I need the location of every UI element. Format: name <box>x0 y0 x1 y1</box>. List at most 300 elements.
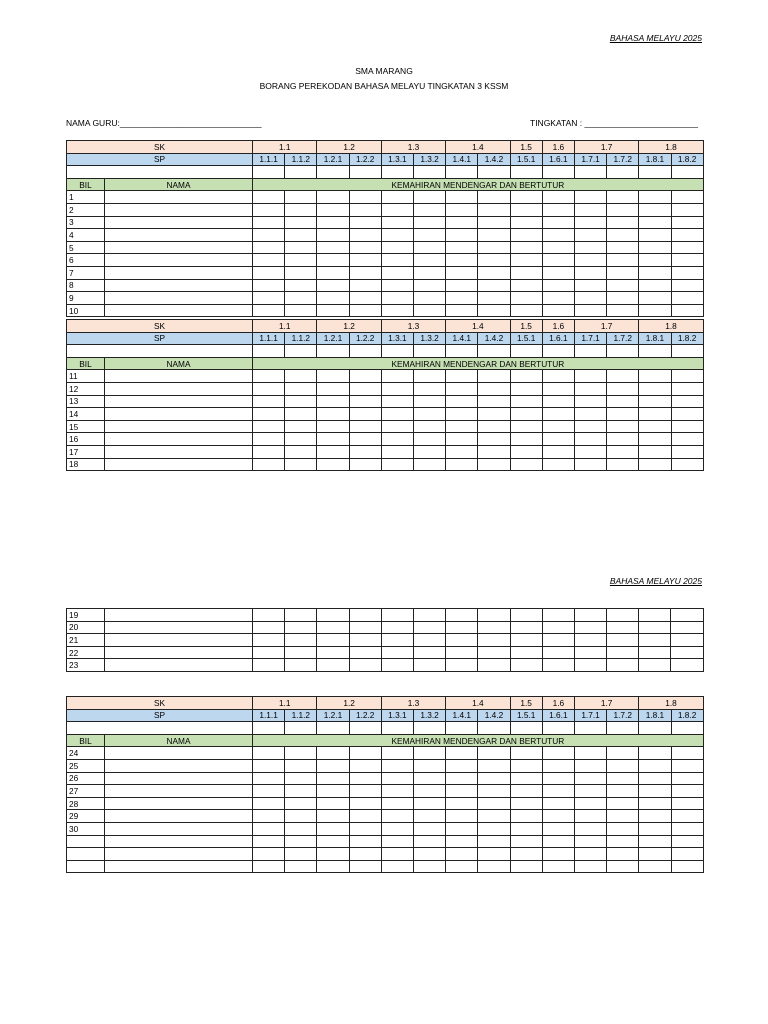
score-cell <box>510 609 542 622</box>
score-cell <box>349 621 381 634</box>
score-cell <box>639 203 671 216</box>
bil-number: 14 <box>67 408 105 421</box>
score-cell <box>478 254 510 267</box>
score-cell <box>446 203 478 216</box>
score-cell <box>510 810 542 823</box>
sp-code: 1.2.2 <box>349 709 381 722</box>
spacer-cell <box>671 345 703 358</box>
nama-header: NAMA <box>105 178 253 191</box>
score-cell <box>671 304 703 317</box>
sk-code: 1.4 <box>446 141 510 154</box>
score-cell <box>607 216 639 229</box>
score-cell <box>446 266 478 279</box>
score-cell <box>446 797 478 810</box>
student-name-cell <box>105 266 253 279</box>
score-cell <box>639 646 671 659</box>
score-cell <box>607 772 639 785</box>
score-cell <box>478 395 510 408</box>
skill-header: KEMAHIRAN MENDENGAR DAN BERTUTUR <box>253 357 704 370</box>
score-cell <box>349 797 381 810</box>
score-cell <box>349 810 381 823</box>
bil-number: 15 <box>67 420 105 433</box>
score-cell <box>413 304 445 317</box>
score-cell <box>639 420 671 433</box>
score-cell <box>671 395 703 408</box>
sk-code: 1.2 <box>317 697 381 710</box>
score-cell <box>317 785 349 798</box>
score-cell <box>381 433 413 446</box>
score-cell <box>671 772 703 785</box>
score-cell <box>285 445 317 458</box>
bil-number: 7 <box>67 266 105 279</box>
spacer-cell <box>67 166 253 179</box>
bil-number: 28 <box>67 797 105 810</box>
sp-row <box>67 153 704 166</box>
score-cell <box>671 203 703 216</box>
score-cell <box>381 609 413 622</box>
score-cell <box>574 860 606 873</box>
score-cell <box>253 747 285 760</box>
score-cell <box>607 292 639 305</box>
sp-code: 1.5.1 <box>510 153 542 166</box>
score-cell <box>574 646 606 659</box>
score-cell <box>381 292 413 305</box>
score-cell <box>542 458 574 471</box>
student-row <box>67 304 704 317</box>
spacer-cell <box>671 722 703 735</box>
score-cell <box>446 810 478 823</box>
sp-code: 1.2.1 <box>317 153 349 166</box>
score-cell <box>574 433 606 446</box>
score-cell <box>446 370 478 383</box>
student-name-cell <box>105 445 253 458</box>
score-cell <box>413 659 445 672</box>
bil-number: 20 <box>67 621 105 634</box>
bil-number <box>67 860 105 873</box>
sk-code: 1.6 <box>542 320 574 333</box>
record-table-2 <box>66 319 704 471</box>
nama-header: NAMA <box>105 357 253 370</box>
student-row <box>67 646 704 659</box>
student-row <box>67 266 704 279</box>
spacer-cell <box>542 345 574 358</box>
score-cell <box>349 370 381 383</box>
score-cell <box>413 370 445 383</box>
score-cell <box>574 458 606 471</box>
score-cell <box>607 747 639 760</box>
score-cell <box>671 382 703 395</box>
score-cell <box>607 835 639 848</box>
student-row <box>67 382 704 395</box>
score-cell <box>349 759 381 772</box>
student-name-cell <box>105 747 253 760</box>
score-cell <box>349 772 381 785</box>
spacer-cell <box>381 345 413 358</box>
score-cell <box>542 304 574 317</box>
score-cell <box>639 772 671 785</box>
student-row <box>67 772 704 785</box>
score-cell <box>413 229 445 242</box>
score-cell <box>413 772 445 785</box>
score-cell <box>253 797 285 810</box>
score-cell <box>349 848 381 861</box>
score-cell <box>285 382 317 395</box>
sp-code: 1.7.1 <box>574 709 606 722</box>
score-cell <box>381 759 413 772</box>
score-cell <box>607 382 639 395</box>
score-cell <box>446 634 478 647</box>
score-cell <box>349 382 381 395</box>
nama-guru-blank: ______________________________ <box>119 118 262 128</box>
tingkatan-blank: ________________________ <box>584 118 698 128</box>
score-cell <box>574 191 606 204</box>
spacer-cell <box>413 166 445 179</box>
score-cell <box>671 797 703 810</box>
sk-row <box>67 320 704 333</box>
score-cell <box>317 848 349 861</box>
student-name-cell <box>105 785 253 798</box>
score-cell <box>285 634 317 647</box>
score-cell <box>381 229 413 242</box>
sk-code: 1.6 <box>542 697 574 710</box>
spacer-cell <box>349 722 381 735</box>
score-cell <box>607 241 639 254</box>
score-cell <box>285 785 317 798</box>
sp-code: 1.6.1 <box>542 332 574 345</box>
score-cell <box>542 797 574 810</box>
score-cell <box>510 445 542 458</box>
score-cell <box>574 634 606 647</box>
score-cell <box>349 203 381 216</box>
score-cell <box>671 634 703 647</box>
score-cell <box>253 191 285 204</box>
sk-code: 1.1 <box>253 320 317 333</box>
score-cell <box>607 445 639 458</box>
score-cell <box>574 382 606 395</box>
score-cell <box>285 433 317 446</box>
spacer-cell <box>542 722 574 735</box>
student-name-cell <box>105 659 253 672</box>
score-cell <box>349 458 381 471</box>
score-cell <box>381 408 413 421</box>
sk-label: SK <box>67 697 253 710</box>
score-cell <box>542 759 574 772</box>
score-cell <box>510 621 542 634</box>
score-cell <box>510 848 542 861</box>
score-cell <box>510 292 542 305</box>
bil-number: 25 <box>67 759 105 772</box>
spacer-cell <box>285 166 317 179</box>
bil-number: 1 <box>67 191 105 204</box>
score-cell <box>381 420 413 433</box>
score-cell <box>639 279 671 292</box>
score-cell <box>671 370 703 383</box>
score-cell <box>607 646 639 659</box>
sp-code: 1.1.1 <box>253 709 285 722</box>
score-cell <box>381 646 413 659</box>
score-cell <box>478 203 510 216</box>
score-cell <box>446 433 478 446</box>
score-cell <box>607 759 639 772</box>
spacer-cell <box>639 345 671 358</box>
score-cell <box>253 634 285 647</box>
score-cell <box>607 634 639 647</box>
score-cell <box>285 772 317 785</box>
score-cell <box>478 458 510 471</box>
score-cell <box>510 279 542 292</box>
score-cell <box>639 408 671 421</box>
score-cell <box>639 747 671 760</box>
subject-year-header: BAHASA MELAYU 2025 <box>609 33 702 43</box>
score-cell <box>639 659 671 672</box>
score-cell <box>381 382 413 395</box>
score-cell <box>671 433 703 446</box>
sk-label: SK <box>67 141 253 154</box>
score-cell <box>317 747 349 760</box>
score-cell <box>607 621 639 634</box>
score-cell <box>607 408 639 421</box>
student-name-cell <box>105 797 253 810</box>
score-cell <box>607 609 639 622</box>
score-cell <box>478 408 510 421</box>
bil-number: 10 <box>67 304 105 317</box>
score-cell <box>317 395 349 408</box>
score-cell <box>317 759 349 772</box>
score-cell <box>639 433 671 446</box>
sp-label: SP <box>67 332 253 345</box>
score-cell <box>574 609 606 622</box>
score-cell <box>671 445 703 458</box>
score-cell <box>510 458 542 471</box>
sp-code: 1.2.2 <box>349 153 381 166</box>
score-cell <box>478 797 510 810</box>
score-cell <box>413 759 445 772</box>
score-cell <box>285 458 317 471</box>
spacer-cell <box>446 345 478 358</box>
score-cell <box>574 848 606 861</box>
score-cell <box>542 203 574 216</box>
score-cell <box>381 395 413 408</box>
student-name-cell <box>105 458 253 471</box>
score-cell <box>639 304 671 317</box>
score-cell <box>317 835 349 848</box>
bil-header-row <box>67 357 704 370</box>
score-cell <box>317 772 349 785</box>
score-cell <box>285 747 317 760</box>
score-cell <box>574 254 606 267</box>
score-cell <box>574 420 606 433</box>
score-cell <box>349 445 381 458</box>
score-cell <box>671 458 703 471</box>
spacer-cell <box>542 166 574 179</box>
score-cell <box>542 266 574 279</box>
sp-code: 1.8.2 <box>671 332 703 345</box>
score-cell <box>317 646 349 659</box>
score-cell <box>446 304 478 317</box>
student-row <box>67 370 704 383</box>
sk-code: 1.4 <box>446 320 510 333</box>
score-cell <box>253 860 285 873</box>
sk-code: 1.7 <box>574 141 638 154</box>
score-cell <box>317 458 349 471</box>
score-cell <box>510 797 542 810</box>
score-cell <box>253 445 285 458</box>
score-cell <box>349 433 381 446</box>
record-table-4 <box>66 696 704 873</box>
score-cell <box>349 646 381 659</box>
score-cell <box>413 445 445 458</box>
score-cell <box>671 759 703 772</box>
sp-code: 1.1.1 <box>253 153 285 166</box>
student-name-cell <box>105 203 253 216</box>
score-cell <box>542 420 574 433</box>
score-cell <box>446 848 478 861</box>
score-cell <box>285 408 317 421</box>
score-cell <box>253 203 285 216</box>
bil-number: 11 <box>67 370 105 383</box>
score-cell <box>639 191 671 204</box>
score-cell <box>285 659 317 672</box>
score-cell <box>317 266 349 279</box>
score-cell <box>478 216 510 229</box>
score-cell <box>446 382 478 395</box>
sp-row <box>67 332 704 345</box>
score-cell <box>285 810 317 823</box>
score-cell <box>413 433 445 446</box>
score-cell <box>381 445 413 458</box>
score-cell <box>349 408 381 421</box>
student-row <box>67 408 704 421</box>
student-row <box>67 747 704 760</box>
spacer-cell <box>317 345 349 358</box>
score-cell <box>381 860 413 873</box>
score-cell <box>446 835 478 848</box>
bil-header: BIL <box>67 357 105 370</box>
score-cell <box>607 279 639 292</box>
score-cell <box>317 810 349 823</box>
spacer-cell <box>639 166 671 179</box>
student-name-cell <box>105 646 253 659</box>
bil-number: 24 <box>67 747 105 760</box>
score-cell <box>510 203 542 216</box>
score-cell <box>574 822 606 835</box>
sp-code: 1.4.2 <box>478 153 510 166</box>
student-name-cell <box>105 420 253 433</box>
score-cell <box>607 266 639 279</box>
sp-code: 1.6.1 <box>542 153 574 166</box>
sp-code: 1.8.1 <box>639 153 671 166</box>
sk-code: 1.5 <box>510 320 542 333</box>
score-cell <box>285 609 317 622</box>
score-cell <box>542 609 574 622</box>
score-cell <box>317 370 349 383</box>
score-cell <box>639 848 671 861</box>
sp-code: 1.3.2 <box>413 153 445 166</box>
bil-number: 17 <box>67 445 105 458</box>
score-cell <box>607 203 639 216</box>
spacer-cell <box>639 722 671 735</box>
score-cell <box>285 420 317 433</box>
student-name-cell <box>105 370 253 383</box>
score-cell <box>607 433 639 446</box>
sp-code: 1.7.2 <box>607 709 639 722</box>
score-cell <box>446 785 478 798</box>
sk-code: 1.3 <box>381 141 445 154</box>
sk-code: 1.7 <box>574 320 638 333</box>
student-row <box>67 759 704 772</box>
score-cell <box>413 860 445 873</box>
score-cell <box>317 382 349 395</box>
bil-number: 5 <box>67 241 105 254</box>
score-cell <box>285 860 317 873</box>
score-cell <box>478 860 510 873</box>
score-cell <box>671 266 703 279</box>
student-row <box>67 203 704 216</box>
score-cell <box>285 759 317 772</box>
student-row <box>67 848 704 861</box>
score-cell <box>607 254 639 267</box>
score-cell <box>478 191 510 204</box>
score-cell <box>574 370 606 383</box>
score-cell <box>639 458 671 471</box>
bil-number: 8 <box>67 279 105 292</box>
sp-code: 1.3.2 <box>413 332 445 345</box>
score-cell <box>253 304 285 317</box>
bil-number: 12 <box>67 382 105 395</box>
score-cell <box>639 835 671 848</box>
score-cell <box>510 266 542 279</box>
score-cell <box>413 747 445 760</box>
score-cell <box>381 266 413 279</box>
score-cell <box>317 254 349 267</box>
score-cell <box>671 747 703 760</box>
score-cell <box>607 785 639 798</box>
nama-header: NAMA <box>105 734 253 747</box>
score-cell <box>285 304 317 317</box>
score-cell <box>446 241 478 254</box>
score-cell <box>349 634 381 647</box>
score-cell <box>510 304 542 317</box>
student-name-cell <box>105 433 253 446</box>
score-cell <box>446 646 478 659</box>
score-cell <box>285 395 317 408</box>
student-name-cell <box>105 860 253 873</box>
student-name-cell <box>105 634 253 647</box>
score-cell <box>478 634 510 647</box>
score-cell <box>478 835 510 848</box>
sk-code: 1.8 <box>639 320 703 333</box>
student-row <box>67 292 704 305</box>
score-cell <box>317 292 349 305</box>
sp-code: 1.8.2 <box>671 709 703 722</box>
student-name-cell <box>105 279 253 292</box>
score-cell <box>317 420 349 433</box>
score-cell <box>285 292 317 305</box>
sp-row <box>67 709 704 722</box>
score-cell <box>317 216 349 229</box>
score-cell <box>413 621 445 634</box>
score-cell <box>285 254 317 267</box>
score-cell <box>671 408 703 421</box>
sp-code: 1.2.1 <box>317 709 349 722</box>
bil-number: 27 <box>67 785 105 798</box>
sk-code: 1.4 <box>446 697 510 710</box>
student-row <box>67 420 704 433</box>
score-cell <box>349 395 381 408</box>
score-cell <box>317 634 349 647</box>
score-cell <box>542 279 574 292</box>
student-name-cell <box>105 254 253 267</box>
